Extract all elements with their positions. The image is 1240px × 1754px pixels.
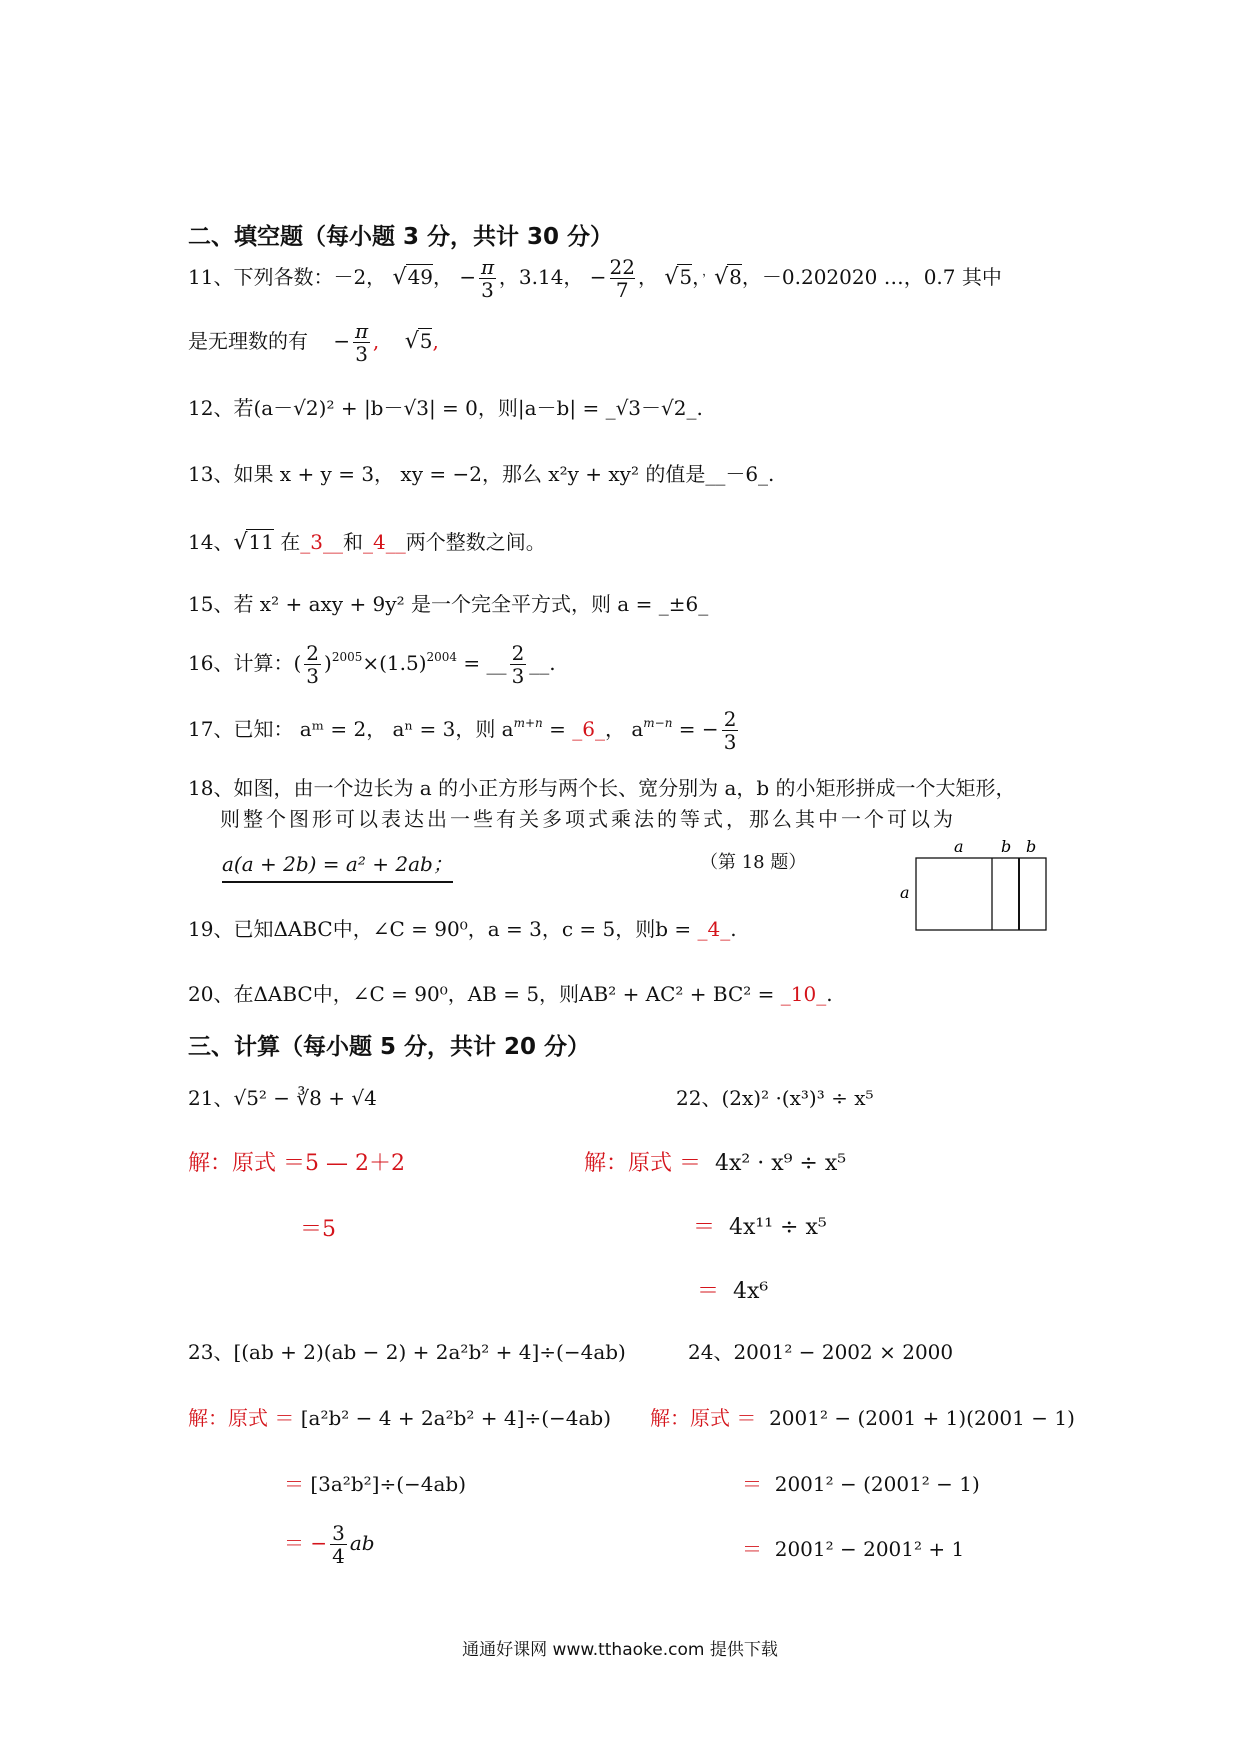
fig-label-b1: b xyxy=(1001,840,1012,856)
figure-18-caption: （第 18 题） xyxy=(700,852,807,873)
q24-step2: ＝ 2001² − (2001² − 1) xyxy=(742,1472,980,1496)
q24-step3: ＝ 2001² − 2001² + 1 xyxy=(742,1537,965,1561)
figure-18-diagram xyxy=(900,840,1070,945)
question-13: 13、如果 x + y = 3， xy = −2，那么 x²y + xy² 的值是__－6_. xyxy=(188,462,775,486)
question-12: 12、若(a－√2)² + |b－√3| = 0，则|a－b| = _√3－√2_. xyxy=(188,396,703,420)
q22-step3: ＝ 4x⁶ xyxy=(697,1279,769,1304)
q21-step1: 解：原式 ＝5 — 2＋2 xyxy=(188,1151,405,1176)
q22-step1: 解：原式 ＝ 4x² · x⁹ ÷ x⁵ xyxy=(584,1151,847,1176)
question-16: 16、计算：( $\frac{2}{3}$ )$^{2005}\times(1.5)^{2004}$ = __ $\frac{2}{3}$ __. xyxy=(188,641,556,688)
fig-label-a-left: a xyxy=(900,883,910,902)
question-18-line1: 18、如图，由一个边长为 a 的小正方形与两个长、宽分别为 a，b 的小矩形拼成一个大矩形， xyxy=(188,776,1016,800)
q21-step2: ＝5 xyxy=(300,1217,336,1242)
fig-label-b2: b xyxy=(1026,840,1037,856)
q22-step2: ＝ 4x¹¹ ÷ x⁵ xyxy=(693,1215,827,1240)
question-23: 23、[(ab + 2)(ab − 2) + 2a²b² + 4]÷(−4ab) xyxy=(188,1340,626,1364)
question-19: 19、已知ΔABC中，∠C = 90⁰，a = 3，c = 5，则b = _4_. xyxy=(188,917,737,941)
question-22: 22、(2x)² ·(x³)³ ÷ x⁵ xyxy=(676,1086,874,1110)
q23-step2: ＝ [3a²b²]÷(−4ab) xyxy=(284,1472,467,1496)
question-20: 20、在ΔABC中，∠C = 90⁰，AB = 5，则AB² + AC² + BC² = _10_. xyxy=(188,982,833,1006)
footer-source: 通通好课网 www.tthaoke.com 提供下载 xyxy=(462,1640,778,1660)
section-3-title: 三、计算（每小题 5 分，共计 20 分） xyxy=(188,1034,591,1060)
question-17: 17、已知： aᵐ = 2， aⁿ = 3，则 $a^{m+n}$ = _6_， $a^{m-n}$ = − $\frac{2}{3}$ xyxy=(188,707,737,754)
q23-step3: ＝ − $\frac{3}{4}$ ab xyxy=(284,1521,375,1568)
question-21: 21、√5² − ∛8 + √4 xyxy=(188,1086,377,1110)
question-18-answer: a(a + 2b) = a² + 2ab； xyxy=(222,848,453,883)
section-2-title: 二、填空题（每小题 3 分，共计 30 分） xyxy=(188,224,614,250)
q23-step1: 解：原式 ＝ [a²b² − 4 + 2a²b² + 4]÷(−4ab) xyxy=(188,1406,612,1430)
question-11: 11、下列各数：－2， √49， − $\frac{\pi}{3}$ ，3.14， − $\frac{22}{7}$ ， √5，，√8，－0.202020 …，0.7 其中 xyxy=(188,255,1002,302)
question-18-line2: 则整个图形可以表达出一些有关多项式乘法的等式，那么其中一个可以为 xyxy=(220,807,956,831)
question-15: 15、若 x² + axy + 9y² 是一个完全平方式，则 a = _±6_ xyxy=(188,592,709,616)
fig-label-a-top: a xyxy=(954,840,964,856)
question-24: 24、2001² − 2002 × 2000 xyxy=(688,1340,954,1364)
q24-step1: 解：原式 ＝ 2001² − (2001 + 1)(2001 − 1) xyxy=(650,1406,1075,1430)
question-14: 14、√11 在_3__和_4__两个整数之间。 xyxy=(188,530,546,555)
question-11-answer: 是无理数的有 − $\frac{\pi}{3}$ , √5, xyxy=(188,319,439,366)
